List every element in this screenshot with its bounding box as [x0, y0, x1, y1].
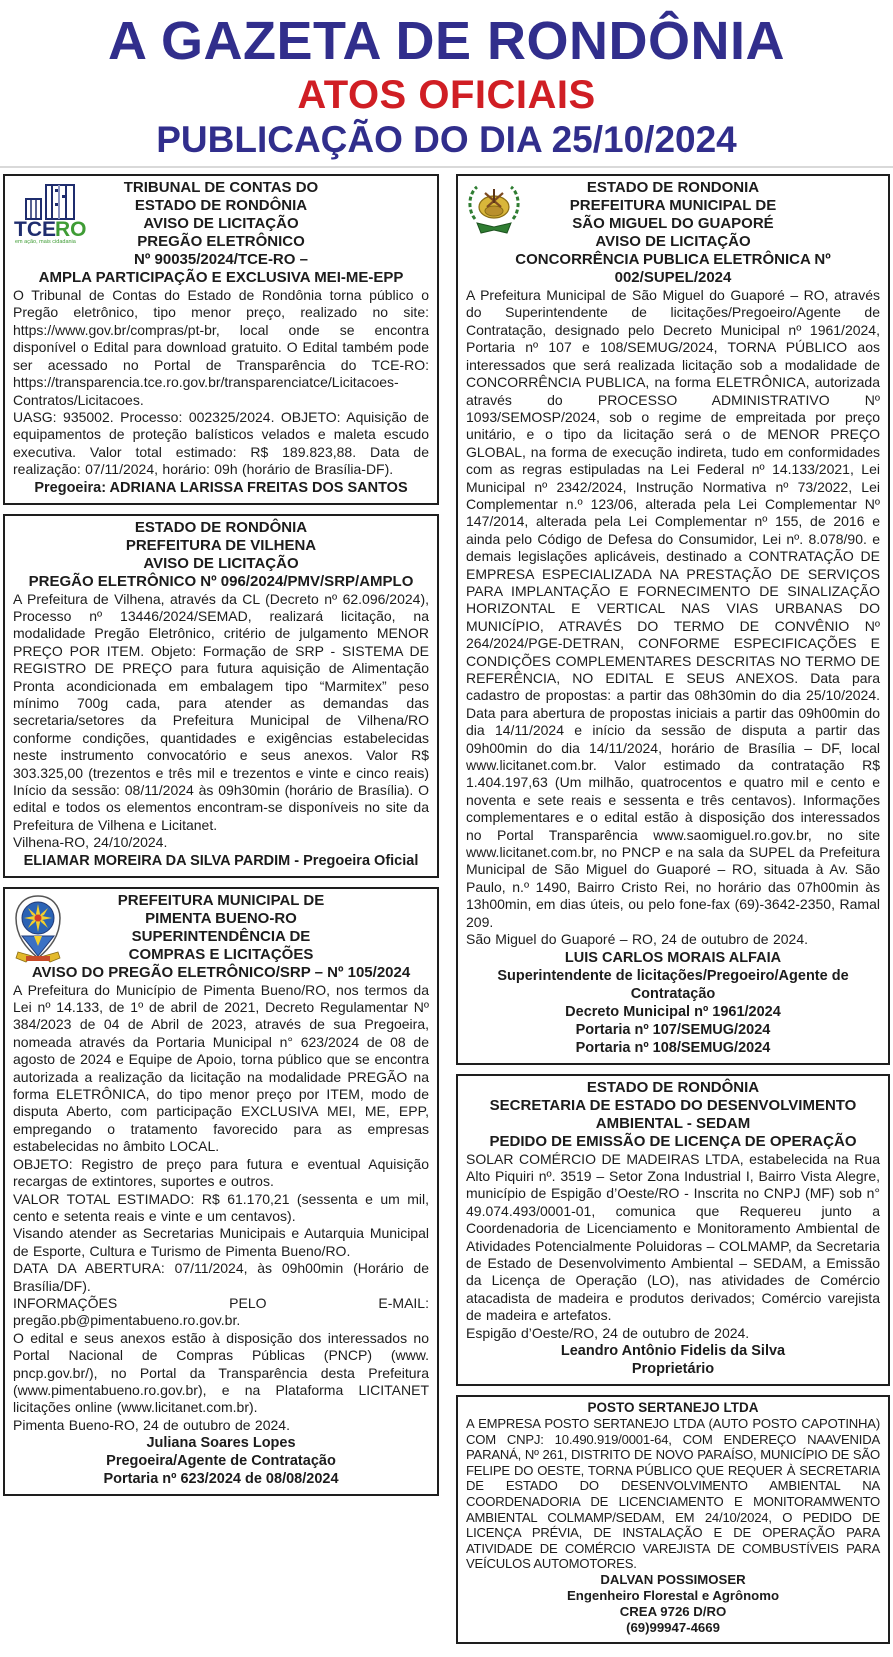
atos-oficiais-heading: ATOS OFICIAIS — [297, 73, 596, 118]
signature-line: Proprietário — [631, 1360, 715, 1377]
notice-title — [13, 892, 429, 982]
signature-line: DALVAN POSSIMOSER — [600, 1571, 746, 1587]
notice-paragraph: UASG: 935002. Processo: 002325/2024. OBJETO: Aquisição de equipamentos de proteção balísticos velados e maleta escudo executiva. Valor total estimado: R$ 189.823,88. Data de realização: 07/11/2024, horário: 09h (horário de Brasília-DF). — [13, 408, 429, 478]
notice-paragraph: INFORMAÇÕES PELO E-MAIL: pregão.pb@pimentabueno.ro.gov.br. — [13, 1294, 429, 1329]
notice-title-line: AVISO DE LICITAÇÃO — [595, 233, 751, 251]
notice-title — [466, 179, 880, 287]
notice-title-line: Nº 90035/2024/TCE-RO – — [134, 251, 308, 269]
notice-body — [13, 287, 429, 478]
signature-line: CREA 9726 D/RO — [619, 1603, 727, 1619]
signature-line: ELIAMAR MOREIRA DA SILVA PARDIM - Pregoeira Oficial — [23, 852, 419, 869]
svg-text:em ação, mais cidadania: em ação, mais cidadania — [15, 239, 76, 246]
notice-signature — [466, 1572, 880, 1636]
notice-paragraph: São Miguel do Guaporé – RO, 24 de outubro de 2024. — [466, 931, 809, 948]
pimenta-bueno-crest — [12, 894, 64, 964]
notices-columns — [0, 168, 893, 1657]
notice-box — [456, 1395, 890, 1644]
notice-title-line: TRIBUNAL DE CONTAS DO — [123, 179, 319, 197]
notice-title-line: SUPERINTENDÊNCIA DE — [131, 927, 311, 945]
signature-line: Juliana Soares Lopes — [146, 1435, 296, 1452]
notice-title-line: CONCORRÊNCIA PUBLICA ELETRÔNICA Nº 002/SUPEL/2024 — [515, 251, 831, 287]
notice-title — [13, 519, 429, 591]
notice-body — [466, 287, 880, 948]
saomiguel-logo — [465, 181, 523, 244]
notice-title-line: PIMENTA BUENO-RO — [145, 909, 297, 927]
signature-line: Pregoeira: ADRIANA LARISSA FREITAS DOS SANTOS — [34, 479, 408, 496]
notice-paragraph: Visando atender as Secretarias Municipais e Autarquia Municipal de Esporte, Cultura e Turismo de Pimenta Bueno/RO. — [13, 1225, 429, 1259]
page-header — [0, 0, 893, 168]
notice-title-line: AMPLA PARTICIPAÇÃO E EXCLUSIVA MEI-ME-EPP — [38, 269, 404, 287]
left-column — [3, 174, 439, 1505]
notice-title-line: ESTADO DE RONDONIA — [586, 179, 760, 197]
notice-box — [3, 174, 439, 504]
notice-title-line: PEDIDO DE EMISSÃO DE LICENÇA DE OPERAÇÃO — [489, 1132, 857, 1150]
notice-title-line: COMPRAS E LICITAÇÕES — [128, 945, 314, 963]
notice-paragraph: A Prefeitura Municipal de São Miguel do Guaporé – RO, através do Superintendente de licitações/Pregoeiro/Agente de Contratação, designado pelo Decreto Municipal nº 1961/2024, Portaria nº 107 e 108/SEMUG/2024, TORNA PÚBLICO aos interessados que será realizada licitação sob a modalidade de CONCORRÊNCIA PUBLICA, na forma ELETRÔNICA, autorizada através do PROCESSO ADMINISTRATIVO Nº 1093/SEMOSP/2024, sob o regime de empreitada por preço unitário, e o tipo da licitação será o de MENOR PREÇO GLOBAL, na forma de execução indireta, tudo em conformidades com as regras estipuladas na Lei Federal nº 14.133/2021, Lei Municipal nº 2342/2024, Instrução Normativa nº 73/2022, Lei Complementar n.º 123/06, alterada pela Lei Complementar Nº 147/2014, alterada pela Lei Complementar nº 155, de 2016 e ainda pelo Código de Defesa do Consumidor, Lei nº. 8.078/90. e demais legislações aplicáveis, destinado a CONTRATAÇÃO DE EMPRESA ESPECIALIZADA NA PRESTAÇÃO DE SERVIÇOS PARA IMPLANTAÇÃO E FORNECIMENTO DE SINALIZAÇÃO HORIZONTAL E VERTICAL NAS VIAS URBANAS DO MUNICÍPIO, ATRAVÉS DO TERMO DE CONVÊNIO Nº 264/2024/PGE-DETRAN, CONFORME ESPECIFICAÇÕES E CONDIÇÕES COMPLEMENTARES DESCRITAS NO TERMO DE REFERÊNCIA, NO EDITAL E SEUS ANEXOS. Data para cadastro de propostas: a partir das 08h30min do dia 25/10/2024. Data para abertura de propostas iniciais a partir das 09h00min do dia 14/11/2024 e início da sessão de disputa a partir das 09h00min do dia 14/11/2024, horário de Brasília – DF, local www.licitanet.com.br. Valor estimado da contratação R$ 1.404.197,63 (Um milhão, quatrocentos e quatro mil e cento e noventa e sete reais e sessenta e três centavos). Informações complementares e o edital estão à disposição dos interessados no Portal Transparência www.saomiguel.ro.gov.br, no site www.licitanet.com.br, no PNCP e na sala da SUPEL da Prefeitura Municipal de São Miguel do Guaporé – RO, situada à Av. São Paulo, n.º 1490, Bairro Cristo Rei, no horário das 07h00min às 13h00min, em dias úteis, ou pelo fone-fax (69)-3642-2350, Ramal 209. — [466, 287, 880, 930]
notice-signature — [466, 949, 880, 1057]
notice-paragraph: DATA DA ABERTURA: 07/11/2024, às 09h00min (Horário de Brasília/DF). — [13, 1260, 429, 1294]
gazette-title: A GAZETA DE RONDÔNIA — [108, 11, 785, 71]
notice-body — [466, 1151, 880, 1342]
notice-title-line: PREGÃO ELETRÔNICO Nº 096/2024/PMV/SRP/AMPLO — [28, 572, 414, 590]
notice-title — [466, 1400, 880, 1416]
notice-paragraph: SOLAR COMÉRCIO DE MADEIRAS LTDA, estabelecida na Rua Alto Piquiri nº. 3519 – Setor Zona Industrial I, Bairro Vista Alegre, município de Espigão d’Oeste/RO - Inscrita no CNPJ (MF) sob n° 49.074.493/0001-01, comunica que Requereu junto a Coordenadoria de Licenciamento e Monitoramento Ambiental de Atividades Potencialmente Poluidoras – COLMAMP, da Secretaria de Estado de Desenvolvimento Ambiental – SEDAM, a Emissão da Licença de Operação (LO), nas atividades de Comércio atacadista de madeira e produtos derivados; Comércio varejista de madeira e artefatos. — [466, 1150, 880, 1324]
notice-title-line: PREFEITURA MUNICIPAL DE — [117, 891, 325, 909]
signature-line: Portaria nº 108/SEMUG/2024 — [575, 1039, 771, 1056]
notice-paragraph: VALOR TOTAL ESTIMADO: R$ 61.170,21 (sessenta e um mil, cento e setenta reais e vinte e um centavos). — [13, 1190, 429, 1224]
notice-title-line: PREFEITURA MUNICIPAL DE — [569, 197, 777, 215]
notice-paragraph: O Tribunal de Contas do Estado de Rondônia torna público o Pregão eletrônico, tipo menor preço, realizado no site: https://www.gov.br/compras/pt-br, local onde se encontra disponível o Edital para download gratuito. O Edital também pode ser acessado no Portal de Transparência do TCE-RO: https://transparencia.tce.ro.gov.br/transparenciatce/Licitacoes-Contratos/Licitacoes. — [13, 287, 429, 408]
notice-box — [456, 1074, 890, 1386]
notice-title-line: AVISO DE LICITAÇÃO — [143, 215, 299, 233]
notice-paragraph: O edital e seus anexos estão à disposição dos interessados no Portal Nacional de Compras Públicas (PNCP) (www. pncp.gov.br/), no Portal da Transparência desta Prefeitura (www.pimentabueno.ro.gov.br), e na Plataforma LICITANET licitações online (www.licitanet.com.br). — [13, 1329, 429, 1416]
notice-title-line: ESTADO DE RONDÔNIA — [134, 197, 308, 215]
pimenta-logo — [12, 894, 64, 969]
notice-signature — [13, 1434, 429, 1488]
notice-paragraph: OBJETO: Registro de preço para futura e eventual Aquisição recargas de extintores, suportes e outros. — [13, 1155, 429, 1190]
notice-title-line: AVISO DE LICITAÇÃO — [143, 554, 299, 572]
signature-line: Superintendente de licitações/Pregoeiro/Agente de Contratação — [497, 967, 849, 1002]
tcero-logo — [12, 181, 110, 245]
notice-signature — [13, 852, 429, 870]
notice-title-line: POSTO SERTANEJO LTDA — [587, 1399, 759, 1415]
signature-line: Decreto Municipal nº 1961/2024 — [565, 1003, 781, 1020]
signature-line: Portaria nº 623/2024 de 08/08/2024 — [103, 1471, 339, 1488]
notice-box — [3, 887, 439, 1497]
notice-title-line: PREFEITURA DE VILHENA — [125, 536, 317, 554]
signature-line: (69)99947-4669 — [626, 1619, 720, 1635]
notice-body — [13, 982, 429, 1435]
notice-title-line: SECRETARIA DE ESTADO DO DESENVOLVIMENTO AMBIENTAL - SEDAM — [489, 1096, 857, 1132]
notice-box — [3, 514, 439, 878]
svg-text:TCE: TCE — [14, 218, 56, 242]
notice-paragraph: Espigão d’Oeste/RO, 24 de outubro de 2024. — [466, 1324, 750, 1341]
publication-date-heading: PUBLICAÇÃO DO DIA 25/10/2024 — [156, 119, 737, 161]
signature-line: Pregoeira/Agente de Contratação — [106, 1453, 336, 1470]
notice-box — [456, 174, 890, 1064]
tcero-logo — [12, 181, 110, 250]
notice-body — [466, 1416, 880, 1572]
notice-title — [466, 1079, 880, 1151]
notice-signature — [466, 1342, 880, 1378]
signature-line: LUIS CARLOS MORAIS ALFAIA — [564, 949, 782, 966]
signature-line: Engenheiro Florestal e Agrônomo — [567, 1587, 779, 1603]
notice-title-line: ESTADO DE RONDÔNIA — [586, 1078, 760, 1096]
signature-line: Portaria nº 107/SEMUG/2024 — [575, 1021, 771, 1038]
right-column — [456, 174, 890, 1653]
notice-paragraph: A EMPRESA POSTO SERTANEJO LTDA (AUTO POSTO CAPOTINHA) COM CNPJ: 10.490.919/0001-64, COM ENDEREÇO NAAVENIDA PARANÁ, Nº 261, DISTRITO DE NOVO PARAÍSO, MUNICÍPIO DE SÃO FELIPE DO OESTE, TORNA PÚBLICO QUE REQUER À SECRETARIA DE ESTADO DO DESENVOLVIMENTO AMBIENTAL NA COORDENADORIA DE LICENCIAMENTO E MONITORAMWENTO AMBIENTAL COLMAMP/SEDAM, EM 24/10/2024, O PEDIDO DE LICENÇA PRÉVIA, DE INSTALAÇÃO E DE OPERAÇÃO PARA ATIVIDADE DE COMÉRCIO VAREJISTA DE COMBUSTÍVEIS PARA VEÍCULOS AUTOMOTORES. — [466, 1415, 880, 1572]
notice-title-line: AVISO DO PREGÃO ELETRÔNICO/SRP – Nº 105/2024 — [31, 963, 411, 981]
notice-paragraph: Vilhena-RO, 24/10/2024. — [13, 834, 168, 851]
notice-signature — [13, 479, 429, 497]
notice-title-line: SÃO MIGUEL DO GUAPORÉ — [572, 215, 774, 233]
notice-paragraph: Pimenta Bueno-RO, 24 de outubro de 2024. — [13, 1416, 290, 1433]
notice-title-line: PREGÃO ELETRÔNICO — [137, 233, 305, 251]
sao-miguel-crest — [465, 181, 523, 239]
notice-title-line: ESTADO DE RONDÔNIA — [134, 518, 308, 536]
notice-paragraph: A Prefeitura de Vilhena, através da CL (Decreto nº 62.096/2024), Processo nº 13446/2024/SEMAD, realizará licitação, na modalidade Pregão Eletrônico, critério de julgamento MENOR PREÇO POR ITEM. Objeto: Formação de SRP - SISTEMA DE REGISTRO DE PREÇO para futura aquisição de Alimentação Pronta acondicionada em embalagem tipo “Marmitex” peso mínimo 700g cada, para atender as demandas das secretaria/setores da Prefeitura Municipal de Vilhena/RO conforme condições, quantidades e exigências estabelecidas neste instrumento convocatório e seus anexos. Valor R$ 303.325,00 (trezentos e três mil e trezentos e vinte e cinco reais) Início da sessão: 08/11/2024 às 09h30min (horário de Brasília). O edital e todos os elementos encontram-se disponíveis no site da Prefeitura de Vilhena e Licitanet. — [13, 590, 429, 833]
svg-text:RO: RO — [55, 218, 87, 242]
signature-line: Leandro Antônio Fidelis da Silva — [560, 1342, 786, 1359]
notice-paragraph: A Prefeitura do Município de Pimenta Bueno/RO, nos termos da Lei nº 14.133, de 1º de abril de 2021, Decreto Regulamentar Nº 384/2023 de 04 de Abril de 2023, através de sua Pregoeira, nomeada através da Portaria Municipal n° 623/2024 de 08 de agosto de 2024 e Equipe de Apoio, torna público que se encontra autorizada a realização da licitação na modalidade PREGÃO na forma ELETRÔNICA, do tipo menor preço por ITEM, modo de disputa Aberto, com participação EXCLUSIVA MEI, ME, EPP, empregando o tratamento favorecido para as empresas estabelecidas no âmbito LOCAL. — [13, 981, 429, 1155]
notice-body — [13, 591, 429, 852]
